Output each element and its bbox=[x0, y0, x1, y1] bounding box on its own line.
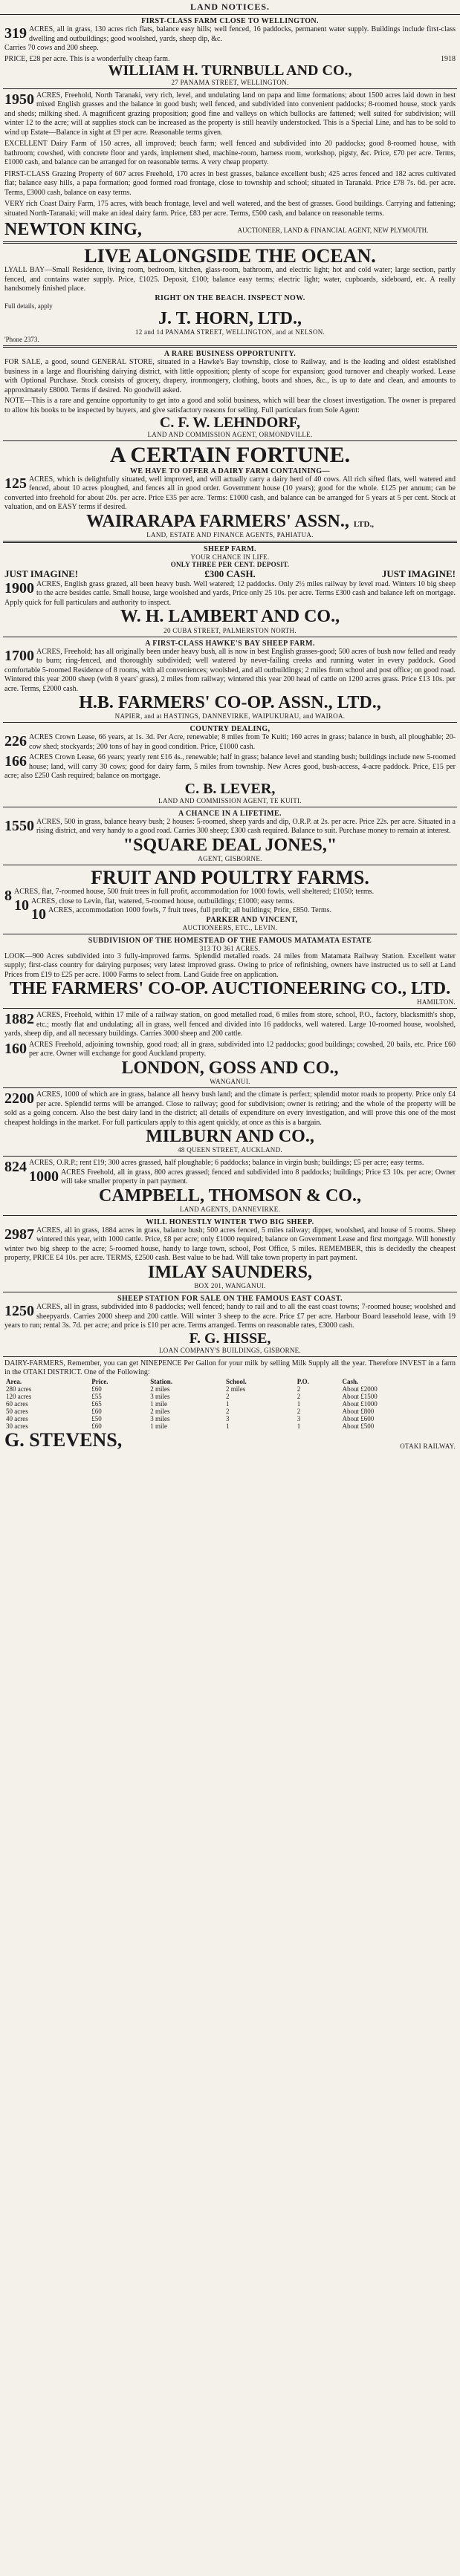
table-header-cell: Price. bbox=[91, 1377, 108, 1385]
ad-caption: COUNTRY DEALING, bbox=[189, 725, 271, 734]
ad-turnbull bbox=[3, 15, 457, 89]
table-row bbox=[4, 1393, 456, 1400]
table-cell: 3 bbox=[297, 1414, 301, 1422]
ad-square-deal-jones bbox=[3, 807, 457, 865]
ad-hb-farmers bbox=[3, 637, 457, 723]
table-cell: 1 mile bbox=[150, 1422, 168, 1430]
agent-name: MILBURN AND CO., bbox=[146, 1127, 314, 1147]
tagline: RIGHT ON THE BEACH. INSPECT NOW. bbox=[155, 293, 305, 302]
banner-right: JUST IMAGINE! bbox=[381, 567, 456, 579]
ad-body: DAIRY-FARMERS, Remember, you can get NINEPENCE Per Gallon for your milk by selling Milk Supply all the year. Therefore INVEST in a farm in the OTAKI DISTRICT. One of the Following: bbox=[4, 1359, 456, 1377]
table-cell: 280 acres bbox=[6, 1385, 32, 1393]
table-cell: 2 miles bbox=[226, 1385, 246, 1393]
ad-body: ACRES, English grass grazed, all been heavy bush. Well watered; 12 paddocks. Only 2½ miles railway by level road. Winters 10 big sheep to the acre besides cattle. Small house, large woolshed and yards, Price only 25 10s. per acre. Terms £300 cash and balance left on mortgage. Apply quick for full particulars and authority to inspect. bbox=[4, 579, 456, 607]
ad-body: ACRES, flat, 7-roomed house, 500 fruit trees in full profit, accommodation for 1000 fowls, well sheltered; £1050; terms. bbox=[14, 888, 375, 897]
acreage: 1550 bbox=[4, 817, 34, 834]
agent-address: LAND, ESTATE AND FINANCE AGENTS, PAHIATUA. bbox=[146, 530, 314, 539]
ad-caption: FIRST-CLASS FARM CLOSE TO WELLINGTON. bbox=[141, 17, 319, 25]
table-cell: 60 acres bbox=[6, 1399, 28, 1408]
agent-name: CAMPBELL, THOMSON & CO., bbox=[99, 1185, 361, 1206]
agent-name: NEWTON KING, bbox=[4, 220, 142, 239]
section-header: LAND NOTICES. bbox=[0, 0, 460, 15]
acreage: 1950 bbox=[4, 91, 34, 108]
table-cell: 2 bbox=[297, 1407, 301, 1415]
agent-address: NAPIER, and at HASTINGS, DANNEVIRKE, WAIPUKURAU, and WAIROA. bbox=[114, 712, 346, 721]
ad-caption: SHEEP FARM. bbox=[204, 544, 256, 553]
table-cell: About £2000 bbox=[342, 1385, 378, 1393]
acreage: 2987 bbox=[4, 1226, 34, 1243]
ad-subtitle: YOUR CHANCE IN LIFE. bbox=[190, 553, 270, 561]
ref-number: 1918 bbox=[441, 54, 456, 63]
ad-caption: A CHANCE IN A LIFETIME. bbox=[178, 809, 282, 818]
agent-name: WAIRARAPA FARMERS' ASSN., bbox=[86, 511, 349, 531]
table-cell: 2 bbox=[297, 1385, 301, 1393]
table-header-cell: Area. bbox=[6, 1377, 22, 1385]
ad-paragraph: NOTE—This is a rare and genuine opportunity to get into a good and solid business, which will bear the closest investigation. The owner is prepared to allow his books to be inspected by buyers, and give satisfactory reasons for selling. Full particulars from Sole Agent: bbox=[4, 397, 456, 414]
ad-caption: WILL HONESTLY WINTER TWO BIG SHEEP. bbox=[146, 1217, 314, 1226]
agent-name: THE FARMERS' CO-OP. AUCTIONEERING CO., LTD. bbox=[9, 979, 451, 999]
ad-hisse bbox=[3, 1292, 457, 1357]
ad-paragraph: VERY rich Coast Dairy Farm, 175 acres, with beach frontage, level and well watered, and the best of grasses. Good buildings. Carrying and fattening; situated North-Taranaki; will make an ideal dairy farm. Price, £83 per acre. Terms, £500 cash, and balance on reasonable terms. bbox=[4, 200, 456, 218]
ad-body: ACRES Freehold, adjoining township, good road; all in grass, subdivided into 12 paddocks; good buildings; cowshed, 20 bails, etc. Price £60 per acre. Owner will exchange for good Auckland property. bbox=[29, 1040, 456, 1058]
table-cell: 2 bbox=[297, 1392, 301, 1400]
ad-wairarapa bbox=[3, 441, 457, 543]
table-cell: £50 bbox=[91, 1414, 102, 1422]
table-cell: 2 bbox=[226, 1407, 230, 1415]
ad-caption: A FIRST-CLASS HAWKE'S BAY SHEEP FARM. bbox=[145, 639, 315, 648]
agent-address: LAND AND COMMISSION AGENT, ORMONDVILLE. bbox=[147, 431, 313, 439]
ad-body: ACRES Crown Lease, 66 years; yearly rent £16 4s., renewable; half in grass; balance level and standing bush; buildings include new 5-roomed house; land, will carry 30 cows; good for dairy farm, 5 miles from township. New Acres good, bush-access, 4-acre paddock. Price, £15 per acre; also £250 Cash required; balance on mortgage. bbox=[4, 753, 456, 781]
agent-name: IMLAY SAUNDERS, bbox=[148, 1262, 312, 1282]
table-cell: 1 bbox=[226, 1399, 230, 1408]
table-cell: £55 bbox=[91, 1392, 102, 1400]
table-cell: 1 bbox=[297, 1422, 301, 1430]
table-header-cell: P.O. bbox=[297, 1377, 309, 1385]
ad-parker-vincent bbox=[3, 865, 457, 934]
acreage: 1000 bbox=[29, 1168, 59, 1185]
ad-milburn bbox=[3, 1088, 457, 1157]
table-cell: £60 bbox=[91, 1422, 102, 1430]
agent-name: F. G. HISSE, bbox=[189, 1330, 271, 1347]
agent-name: LONDON, GOSS AND CO., bbox=[121, 1058, 339, 1078]
table-row bbox=[4, 1385, 456, 1393]
agent-address: AUCTIONEERS, ETC., LEVIN. bbox=[182, 923, 278, 931]
table-cell: 3 miles bbox=[150, 1414, 170, 1422]
table-cell: 120 acres bbox=[6, 1392, 32, 1400]
ad-body: ACRES, 500 in grass, balance heavy bush; 2 houses: 5-roomed, sheep yards and dip, O.R.P. at 2s. per acre. Price 22s. per acre. Situated in a rising district, and very handy to a good road. Carries 300 sheep; £300 cash required. Balance to suit. Purchase money to remain at interest. bbox=[36, 817, 456, 836]
ad-paragraph: FIRST-CLASS Grazing Property of 607 acres Freehold, 170 acres in best grasses, balance excellent bush; 425 acres fenced and 182 acres cultivated flat; balance easy hills, a papa formation; good formed road frontage, close to township and school; situated in Taranaki. Price £78 7s. 6d. per acre. Terms, £3000 cash, balance on easy terms. bbox=[4, 169, 456, 197]
table-cell: About £1500 bbox=[342, 1392, 378, 1400]
table-body bbox=[4, 1385, 456, 1430]
agent-name: "SQUARE DEAL JONES," bbox=[123, 835, 337, 855]
table-cell: 2 miles bbox=[150, 1385, 170, 1393]
agent-name: G. STEVENS, bbox=[4, 1428, 123, 1451]
table-cell: 3 miles bbox=[150, 1392, 170, 1400]
banner-left: JUST IMAGINE! bbox=[4, 567, 79, 579]
ad-london-goss bbox=[3, 1009, 457, 1088]
table-row bbox=[4, 1400, 456, 1408]
ad-caption: WE HAVE TO OFFER A DAIRY FARM CONTAINING— bbox=[130, 466, 330, 475]
ad-subtitle: 313 TO 361 ACRES. bbox=[199, 944, 261, 952]
ad-newton-king bbox=[3, 89, 457, 244]
ad-lambert bbox=[3, 543, 457, 637]
acreage: 166 bbox=[4, 753, 27, 770]
agent-name: W. H. LAMBERT AND CO., bbox=[120, 607, 340, 627]
price-line: PRICE, £28 per acre. This is a wonderfully cheap farm. bbox=[4, 54, 170, 63]
ad-body: ACRES, all in grass, 1884 acres in grass, balance bush; 500 acres fenced, 5 miles railway; dipper, woolshed, and house of 5 rooms. Sheep wintered this year, with 1000 cattle. Price, £8 per acre; only £1000 required; balance on Government Lease and first mortgage. Will honestly winter two big sheep to the acre; 5-roomed house, handy to large town, school, Post Office, 5 miles. REMEMBER, this is decidedly the cheapest property, PRICE £4 10s. per acre. TERMS, £2500 cash. Best value to be had. Will take town property in part payment. bbox=[4, 1226, 456, 1263]
ad-body: ACRES, close to Levin, flat, watered, 5-roomed house, outbuildings; £1000; easy terms. bbox=[31, 897, 295, 905]
acreage: 226 bbox=[4, 733, 27, 750]
acreage: 10 bbox=[14, 897, 29, 914]
table-header-cell: Station. bbox=[150, 1377, 173, 1385]
agent-name: C. B. LEVER, bbox=[184, 780, 276, 797]
table-header-cell: School. bbox=[226, 1377, 247, 1385]
acreage: 1250 bbox=[4, 1303, 34, 1320]
ad-body: ACRES, 1000 of which are in grass, balance all heavy bush land; and the climate is perfect; splendid motor roads to property. Price only £4 per acre. Splendid terms will be arranged. Close to railway; good for subdivision; owner is retiring; and the whole of the property will be sold as a going concern. Also the best dairy land in the district; all details of expenditure on every investigation, and will prove this one of the most cheapest holdings in the market. For full particulars apply to this agent quickly, at once as this is a bargain. bbox=[4, 1090, 456, 1127]
ad-body: ACRES, which is delightfully situated, well improved, and will actually carry a dairy herd of 40 cows. All rich sifted flats, well watered and fenced, about 10 acres ploughed, and fences all in good order. Government house (10 years); good for the whole. £125 per annum; can be converted into freehold for about 20s. per acre. Price £35 per acre. Terms: £1000 cash, and balance can be arranged for 5 years at 5 per cent. Stock at valuation, and on EASY terms if desired. bbox=[4, 475, 456, 512]
table-cell: About £600 bbox=[342, 1414, 375, 1422]
agent-name: H.B. FARMERS' CO-OP. ASSN., LTD., bbox=[79, 693, 381, 713]
agent-address: HAMILTON. bbox=[417, 998, 456, 1006]
table-cell: About £1000 bbox=[342, 1399, 378, 1408]
phone: 'Phone 2373. bbox=[4, 336, 39, 344]
acreage: 160 bbox=[4, 1040, 27, 1057]
details-line: Full details, apply bbox=[4, 302, 53, 310]
ad-stevens bbox=[3, 1357, 457, 1452]
ad-paragraph: EXCELLENT Dairy Farm of 150 acres, all improved; beach farm; well fenced and subdivided into 20 paddocks; good 8-roomed house, with bathroom; cowshed, with concrete floor and yards, implement shed, machine-room, harness room, workshop, pigsty, &c. Price, £70 per acre. Terms, £1000 cash, and balance can be arranged for on reasonable terms. A very cheap property. bbox=[4, 140, 456, 166]
ad-horn bbox=[3, 244, 457, 348]
ad-body: ACRES, accommodation 1000 fowls, 7 fruit trees, full profit; all buildings; Price, £850. Terms. bbox=[48, 906, 332, 915]
ad-campbell-thomson bbox=[3, 1157, 457, 1216]
agent-address: LOAN COMPANY'S BUILDINGS, GISBORNE. bbox=[158, 1346, 302, 1354]
ad-lever bbox=[3, 723, 457, 807]
table-cell: About £800 bbox=[342, 1407, 375, 1415]
ad-body: ACRES, Freehold, North Taranaki, very rich, level, and undulating land on papa and lime formations; about 1500 acres laid down in best mixed English grasses and the balance in good bush; well fenced, and subdivided into convenient paddocks; 8-roomed house, stock yards and sheds; milking shed. A magnificent grazing proposition; good fine and valleys on which bullocks are fattened; well suited for subdivision; will winter 12 to the acre; will at supplies stock can be increased as the property is still heavily understocked. This is a Special Line, and has to be sold to wind up Estate—Balance in sight at £9 per acre. Reasonable terms given. bbox=[4, 91, 456, 137]
table-row bbox=[4, 1408, 456, 1415]
agent-address: 27 PANAMA STREET, WELLINGTON. bbox=[171, 78, 289, 86]
acreage: 1900 bbox=[4, 579, 34, 596]
ad-title: LIVE ALONGSIDE THE OCEAN. bbox=[84, 245, 376, 267]
table-row bbox=[4, 1415, 456, 1422]
table-cell: 1 mile bbox=[150, 1399, 168, 1408]
acreage: 824 bbox=[4, 1159, 27, 1176]
agent-name: C. F. W. LEHNDORF, bbox=[159, 414, 301, 432]
ad-subtitle: ONLY THREE PER CENT. DEPOSIT. bbox=[170, 560, 290, 568]
table-cell: £60 bbox=[91, 1407, 102, 1415]
acreage: 2200 bbox=[4, 1090, 34, 1108]
ad-farmers-coop-hamilton bbox=[3, 934, 457, 1009]
agent-name: PARKER AND VINCENT, bbox=[206, 915, 298, 924]
ad-body: ACRES, Freehold; has all originally been under heavy bush, all is now in best English grasses-good; 500 acres of bush now felled and ready to burn; ring-fenced, and thoroughly subdivided; well watered by never-failing creeks and running water in every paddock. Good comfortable 5-roomed Residence of 8 rooms, with all conveniences; woolshed, and all outbuildings; 2 miles from school and post office; on good road. Wintered this year 2000 sheep (with 8 years' grass), 2 miles from railway; wintered this year 200 head of cattle on 1200 acres grass. Price £13 10s. per acre. Terms, £2000 cash. bbox=[4, 647, 456, 693]
agent-address: WANGANUI. bbox=[210, 1078, 250, 1086]
ad-body: LYALL BAY—Small Residence, living room, bedroom, kitchen, glass-room, bathroom, and electric light; hot and cold water; large section, partly fenced, and contains water supply. Price, £1025. Deposit, £100; balance easy terms; electric light; water, cupboards, sideboard, etc. A really handsomely finished place. bbox=[4, 266, 456, 293]
ad-body: LOOK—900 Acres subdivided into 3 fully-improved farms. Splendid metalled roads. 24 miles from Matamata Railway Station. Excellent water supply; first-class country for dairying purposes; very latest improved grass. Owing to price of refinishing, owners have instructed us to sell at Land Prices from £19 to £25 per acre. 1000 Farms to select from. Land Guide free on application. bbox=[4, 952, 456, 979]
table-cell: £65 bbox=[91, 1399, 102, 1408]
ad-imlay-saunders bbox=[3, 1216, 457, 1292]
table-cell: 30 acres bbox=[6, 1422, 28, 1430]
acreage: 10 bbox=[31, 906, 46, 923]
agent-address: 48 QUEEN STREET, AUCKLAND. bbox=[178, 1146, 282, 1154]
table-header-row bbox=[4, 1378, 456, 1385]
agent-note: AUCTIONEER, LAND & FINANCIAL AGENT, NEW PLYMOUTH. bbox=[237, 226, 429, 234]
ad-title: A CERTAIN FORTUNE. bbox=[109, 443, 351, 468]
acreage: 319 bbox=[4, 25, 27, 42]
acreage: 1882 bbox=[4, 1011, 34, 1028]
agent-address: 20 CUBA STREET, PALMERSTON NORTH. bbox=[163, 626, 297, 634]
banner-mid: £300 CASH. bbox=[204, 567, 256, 579]
agent-address: LAND AND COMMISSION AGENT, TE KUITI. bbox=[158, 796, 302, 804]
agent-address: AGENT, GISBORNE. bbox=[198, 854, 262, 862]
table-cell: 50 acres bbox=[6, 1407, 28, 1415]
ad-caption: A RARE BUSINESS OPPORTUNITY. bbox=[163, 350, 297, 359]
ad-lehndorf bbox=[3, 348, 457, 441]
ad-title: FRUIT AND POULTRY FARMS. bbox=[91, 866, 369, 888]
acreage: 8 bbox=[4, 888, 12, 905]
ad-body: ACRES, O.R.P.; rent £19; 300 acres grassed, half ploughable; 6 paddocks; balance in virgin bush; buildings; £5 per acre; easy terms. bbox=[29, 1159, 424, 1168]
table-cell: 1 bbox=[226, 1422, 230, 1430]
ad-body: ACRES, all in grass, 130 acres rich flats, balance easy hills; well fenced, 16 paddocks, permanent water supply. Buildings include first-class dwelling and outbuildings; good woolshed, yards, sheep dip, &c. Carries 70 cows and 200 sheep. bbox=[4, 25, 456, 52]
table-cell: 3 bbox=[226, 1414, 230, 1422]
table-cell: 2 miles bbox=[150, 1407, 170, 1415]
table-cell: 1 bbox=[297, 1399, 301, 1408]
table-cell: £60 bbox=[91, 1385, 102, 1393]
ad-body: ACRES, all in grass, subdivided into 8 paddocks; well fenced; handy to rail and to all the east coast towns; 7-roomed house; woolshed and sheepyards. Carries 2000 sheep and 200 cattle. Will winter 3 sheep to the acre. Price £7 per acre. Harbour Board leasehold lease, with 19 years to run; rental 3s. 7d. per acre; and price is £10 per acre. Terms arranged. Terms on reasonable rates, £3000 cash. bbox=[4, 1303, 456, 1330]
agent-address: LAND AGENTS, DANNEVIRKE. bbox=[179, 1205, 281, 1213]
agent-address: 12 and 14 PANAMA STREET, WELLINGTON, and at NELSON. bbox=[135, 328, 325, 336]
ad-body: FOR SALE, a good, sound GENERAL STORE, situated in a Hawke's Bay township, close to Railway, and is the leading and oldest established business in a large and flourishing dairying district, with little opposition; plenty of scope for expansion; good turnover and cheaply worked. Lease with Optional Purchase. Stock consists of grocery, drapery, ironmongery, clothing, boots and shoes, &c., is up to date and clean, and amounts to approximately £8000. Terms if desired. No goodwill asked. bbox=[4, 358, 456, 394]
acreage: 1700 bbox=[4, 647, 34, 664]
ad-body: ACRES Crown Lease, 66 years, at 1s. 3d. Per Acre, renewable; 8 miles from Te Kuiti; 160 acres in grass; balance in bush, all ploughable; 20-cow shed; stockyards; 200 tons of hay in good condition. Price, £1000 cash. bbox=[29, 733, 456, 751]
agent-name: J. T. HORN, LTD., bbox=[158, 308, 302, 328]
agent-address: OTAKI RAILWAY. bbox=[400, 1442, 456, 1450]
farm-table bbox=[4, 1378, 456, 1430]
ad-caption: SUBDIVISION OF THE HOMESTEAD OF THE FAMOUS MATAMATA ESTATE bbox=[88, 936, 372, 945]
table-cell: 40 acres bbox=[6, 1414, 28, 1422]
ad-caption: SHEEP STATION FOR SALE ON THE FAMOUS EAST COAST. bbox=[117, 1295, 343, 1304]
agent-name: WILLIAM H. TURNBULL AND CO., bbox=[108, 62, 352, 79]
ad-body: ACRES, Freehold, within 17 mile of a railway station, on good metalled road, 6 miles from store, school, P.O., factory, blacksmith's shop, etc.; mostly flat and undulating; all in grass, well fenced and divided into 16 paddocks, well watered. Large 10-roomed house, woolshed, yards, sheep dip, and all necessary buildings. Carries 3000 sheep and 200 cattle. bbox=[4, 1011, 456, 1038]
acreage: 125 bbox=[4, 475, 27, 492]
agent-address: BOX 201, WANGANUI. bbox=[194, 1282, 266, 1290]
table-cell: About £500 bbox=[342, 1422, 375, 1430]
table-header-cell: Cash. bbox=[342, 1377, 359, 1385]
table-cell: 2 bbox=[226, 1392, 230, 1400]
ad-body: ACRES Freehold, all in grass, 800 acres grassed; fenced and subdivided into 8 paddocks; buildings; Price £3 10s. per acre; Owner will take smaller property in part payment. bbox=[61, 1168, 456, 1186]
agent-suffix: LTD., bbox=[353, 519, 374, 529]
